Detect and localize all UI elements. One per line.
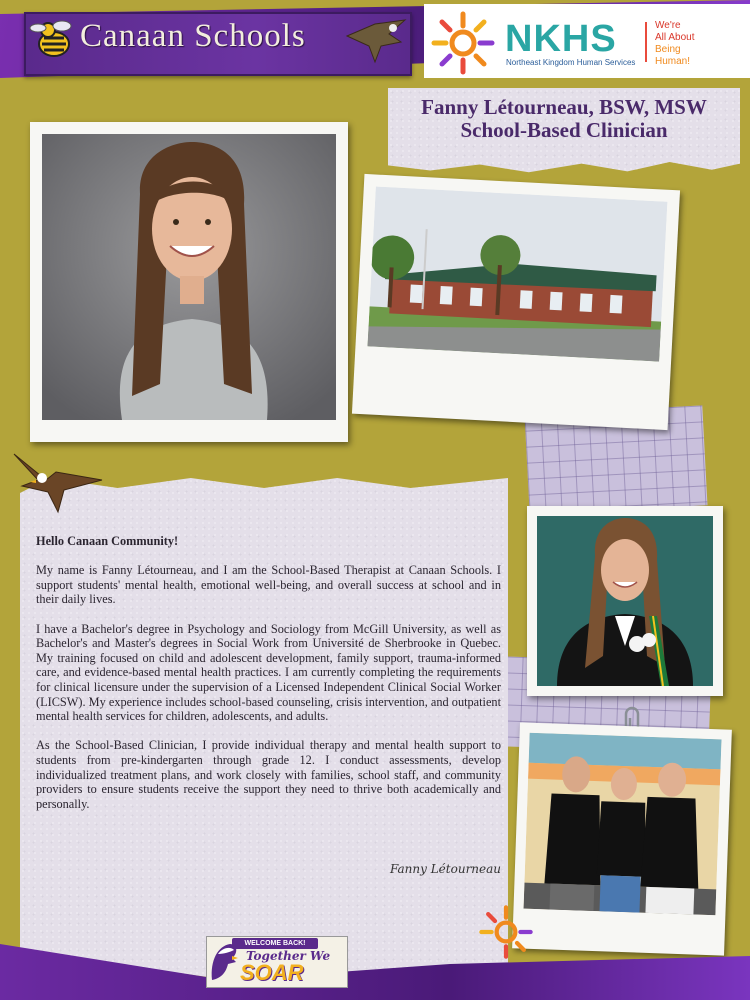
clinician-name: Fanny Létourneau, BSW, MSW (421, 95, 707, 119)
nkhs-full-name: Northeast Kingdom Human Services (506, 58, 636, 67)
portrait-photo-frame (30, 122, 348, 442)
clinician-role: School-Based Clinician (460, 118, 668, 142)
welcome-back-label: WELCOME BACK! (232, 938, 318, 949)
eagle-emblem-icon (345, 16, 407, 68)
school-building-photo (367, 187, 667, 362)
tagline-line-1: We're (655, 20, 681, 31)
nkhs-sun-decoration-icon (478, 904, 534, 960)
letter-paragraph: As the School-Based Clinician, I provide individual therapy and mental health support to students from pre-kindergarten through grade 12. I conduct assessments, develop individualized treatment plans, and work closely with families, school staff, and community providers to ensure students receive the support they need to thrive both academically and personally. (36, 738, 501, 811)
tagline-line-2: All About (655, 32, 695, 43)
tagline-line-4: Human! (655, 56, 691, 67)
graduation-photo (537, 516, 713, 686)
nkhs-tagline (655, 20, 715, 68)
nkhs-divider (645, 22, 647, 62)
tagline-line-3: Being (655, 44, 681, 55)
letter-body (36, 534, 501, 826)
school-name: Canaan Schools (80, 18, 306, 54)
nkhs-sun-logo-icon (430, 10, 496, 76)
signature: Fanny Létourneau (390, 862, 502, 876)
hornet-mascot-icon (28, 14, 80, 66)
nkhs-acronym: NKHS (505, 18, 617, 60)
portrait-photo (42, 134, 336, 420)
letter-paragraph: I have a Bachelor's degree in Psychology and Sociology from McGill University, as well as Bachelor's and Master's degrees in Social Work from Université de Sherbrooke in Quebec. My training focused on child and adolescent development, family support, trauma-informed care, and evidence-based mental health practices. I am currently completing the requirements for clinical licensure under the supervision of a Licensed Independent Clinical Social Worker (LICSW). My experience includes school-based counseling, crisis intervention, and outpatient mental health services for children, adolescents, and adults. (36, 621, 501, 724)
together-we-label: Together We (246, 949, 331, 963)
graduation-photo-frame (527, 506, 723, 696)
soar-label: SOAR (240, 960, 304, 985)
group-photo-frame (512, 722, 732, 955)
school-building-photo-frame (352, 174, 680, 430)
letter-greeting: Hello Canaan Community! (36, 534, 179, 548)
group-photo (524, 733, 722, 916)
letter-paragraph: My name is Fanny Létourneau, and I am the School-Based Therapist at Canaan Schools. I support students' mental health, emotional well-being, and overall success at school and in their daily lives. (36, 563, 501, 607)
flying-eagle-icon (12, 450, 104, 518)
